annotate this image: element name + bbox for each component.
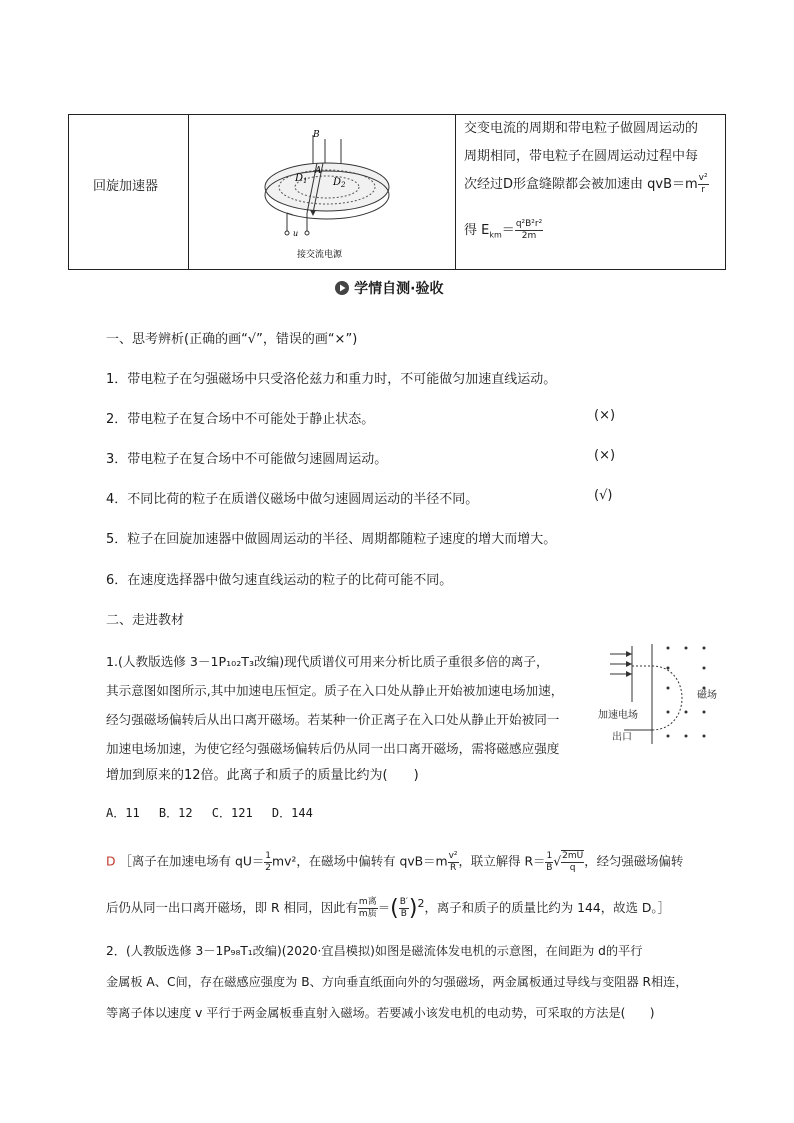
- desc-line3: [464, 173, 709, 196]
- q1-line2: 其示意图如图所示,其中加速电压恒定。质子在入口处从静止开始被加速电场加速，: [106, 683, 564, 698]
- frac-den: B: [546, 862, 553, 873]
- tf-mark-2: (×): [594, 408, 616, 423]
- q2-line1: 2．(人教版选修 3－1P₉₈T₁改编)(2020·宜昌模拟)如图是磁流体发电机的示意图，在间距为 d的平行: [106, 944, 643, 958]
- tf-mark-3: (×): [594, 448, 616, 463]
- exponent: 2: [417, 896, 425, 910]
- frac-den: r: [701, 185, 705, 195]
- tf-item-2: 2．带电粒子在复合场中不可能处于静止状态。: [106, 412, 375, 427]
- label-u: u: [293, 229, 299, 238]
- tf-item-6: 6．在速度选择器中做匀速直线运动的粒子的比荷可能不同。: [106, 573, 453, 588]
- section-title: 学情自测·验收: [354, 281, 444, 297]
- q1-line5: 增加到原来的12倍。此离子和质子的质量比约为( ): [106, 768, 419, 783]
- fraction-half: [264, 851, 272, 874]
- desc-line3-text: 次经过D形盒缝隙都会被加速由 qvB＝m: [464, 177, 698, 192]
- q1-line4: 加速电场加速，为使它经匀强磁场偏转后仍从同一出口离开磁场，需将磁感应强度: [106, 741, 560, 756]
- a1-p4: ，经匀强磁场偏转: [584, 853, 684, 869]
- svg-text:A: [314, 166, 322, 176]
- fraction-v2-R: [448, 851, 459, 874]
- svg-text:u: [293, 229, 298, 238]
- answer1-line2: [106, 896, 670, 921]
- row-label: 回旋加速器: [93, 179, 159, 194]
- svg-text:B: [312, 130, 320, 140]
- label-D2: D: [333, 177, 342, 188]
- part1-title: 一、思考辨析(正确的画“√”，错误的画“×”): [106, 332, 358, 347]
- fig-label-accel: 加速电场: [598, 710, 638, 721]
- a1-p1: ［离子在加速电场有 qU＝: [119, 853, 265, 869]
- a1-eq: ＝: [377, 900, 391, 915]
- q1-line1: 1.(人教版选修 3－1P₁₀₂T₃改编)现代质谱仪可用来分析比质子重很多倍的离子，: [106, 654, 549, 669]
- frac-den: m质: [358, 909, 377, 919]
- frac-num: q²B²r²: [515, 219, 543, 229]
- cyclotron-figure: [189, 115, 455, 269]
- fraction-v2-r: [698, 173, 709, 196]
- sqrt-symbol-icon: √: [553, 853, 562, 869]
- a1-line2a: 后仍从同一出口离开磁场，即 R 相同，因此有: [106, 900, 358, 915]
- tf-item-5: 5．粒子在回旋加速器中做圆周运动的半径、周期都随粒子速度的增大而增大。: [106, 532, 557, 547]
- frac-den: 2m: [521, 231, 537, 241]
- q1-line3: 经匀强磁场偏转后从出口离开磁场。若某种一价正离子在入口处从静止开始被同一: [106, 712, 560, 727]
- play-circle-icon: [334, 280, 350, 296]
- table-label-cell: [69, 115, 189, 269]
- frac-num: v²: [698, 173, 708, 183]
- a1-p2: mv²，在磁场中偏转有 qvB＝m: [272, 853, 448, 869]
- frac-num: m离: [358, 897, 377, 907]
- fraction-mass: [358, 897, 378, 920]
- desc-line4-eq: ＝: [501, 223, 515, 238]
- desc-line4: [464, 219, 543, 242]
- frac-num: B′: [399, 897, 408, 907]
- tf-item-1: 1．带电粒子在匀强磁场中只受洛伦兹力和重力时，不可能做匀加速直线运动。: [106, 372, 557, 387]
- fig-label-exit: 出口: [612, 732, 632, 743]
- paren-right: ): [408, 896, 418, 921]
- description-cell: [456, 115, 725, 269]
- answer1-line1: [106, 850, 683, 874]
- a1-p3: ，联立解得 R＝: [458, 853, 546, 869]
- frac-den: q: [569, 863, 576, 873]
- svg-text:接交流电源: [297, 248, 343, 260]
- desc-line2: 周期相同，带电粒子在圆周运动过程中每: [464, 149, 699, 164]
- q1-options: A．11 B．12 C．121 D．144: [106, 806, 313, 820]
- frac-num: 1: [546, 850, 553, 861]
- label-B: B: [313, 130, 320, 140]
- fraction-ekm: [515, 219, 543, 242]
- answer-letter: D: [106, 853, 116, 869]
- desc-line4-text: 得 E: [464, 223, 490, 238]
- paren-left: (: [390, 896, 399, 921]
- q2-line3: 等离子体以速度 v 平行于两金属板垂直射入磁场。若要减小该发电机的电动势，可采取的方法是( ): [106, 1006, 655, 1020]
- frac-den: B: [400, 909, 407, 919]
- label-D2-sub: 2: [341, 181, 346, 189]
- section-heading: [334, 278, 443, 298]
- cyclotron-table: [68, 114, 726, 270]
- frac-num: 2mU: [562, 851, 584, 861]
- ekm-sub: km: [489, 230, 502, 240]
- tf-item-4: 4．不同比荷的粒子在质谱仪磁场中做匀速圆周运动的半径不同。: [106, 492, 479, 507]
- tf-item-3: 3．带电粒子在复合场中不可能做匀速圆周运动。: [106, 452, 388, 467]
- q2-line2: 金属板 A、C间，存在磁感应强度为 B、方向垂直纸面向外的匀强磁场，两金属板通过导线与变阻器 R相连，: [106, 975, 688, 989]
- frac-den: R: [449, 862, 457, 873]
- frac-num: v²: [448, 850, 458, 861]
- fraction-sqrt: [561, 850, 584, 874]
- label-D1: D: [295, 173, 304, 184]
- part2-title: 二、走进教材: [106, 613, 185, 628]
- a1-line2b: ，离子和质子的质量比约为 144，故选 D。］: [424, 900, 671, 915]
- tf-mark-4: (√): [594, 488, 613, 503]
- frac-den: 2: [265, 862, 272, 873]
- desc-line1: 交变电流的周期和带电粒子做圆周运动的: [464, 121, 699, 136]
- fig-label-magnet: 磁场: [697, 690, 717, 701]
- figure-cell: [189, 115, 456, 269]
- label-A: A: [315, 166, 322, 176]
- frac-num: 1: [265, 850, 272, 861]
- label-D1-sub: 1: [303, 177, 308, 185]
- fraction-B: [399, 897, 409, 920]
- figure-caption: 接交流电源: [297, 250, 343, 260]
